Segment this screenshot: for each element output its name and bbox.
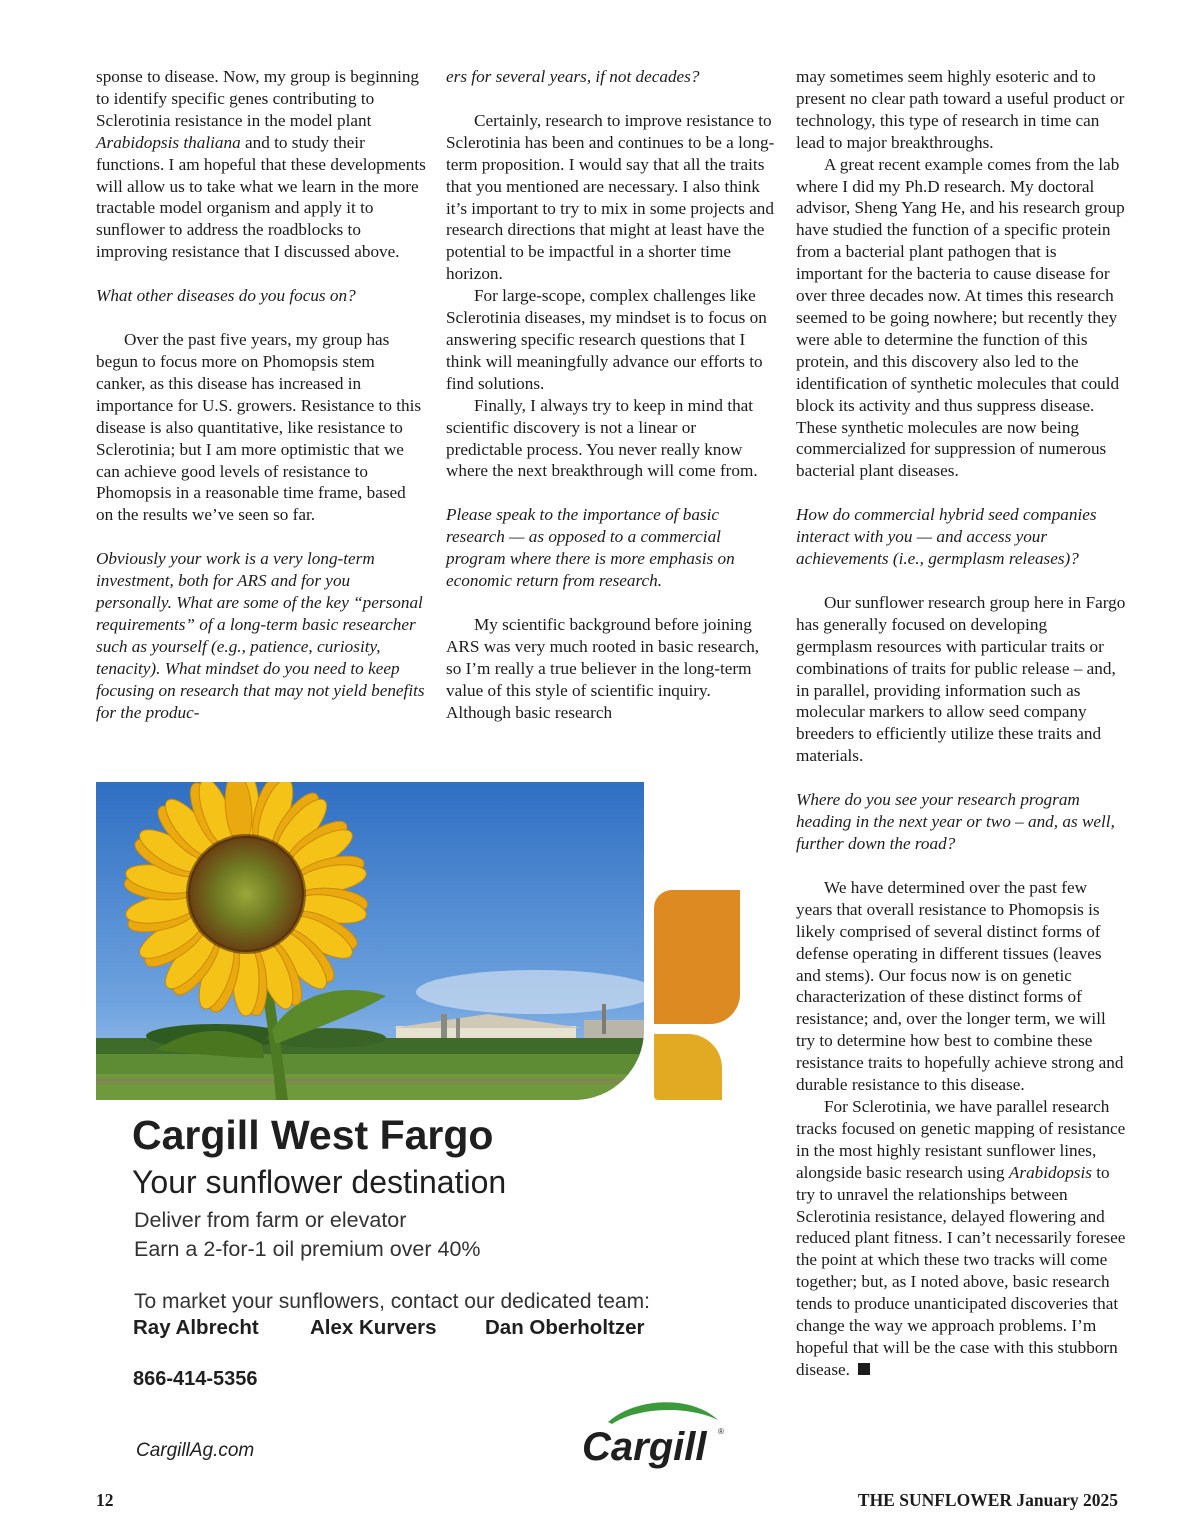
svg-text:®: ® xyxy=(718,1427,724,1436)
brand-tile-yellow xyxy=(654,1034,722,1100)
ad-title: Cargill West Fargo xyxy=(132,1112,494,1158)
cargill-logo-text: Cargill xyxy=(582,1425,707,1469)
publication-footer: THE SUNFLOWER January 2025 xyxy=(857,1490,1118,1510)
ad-contact-name: Dan Oberholtzer xyxy=(485,1316,645,1339)
ad-subtitle: Your sunflower destination xyxy=(132,1164,507,1200)
paragraph: sponse to disease. Now, my group is beginning to identify specific genes contributing to Sclerotinia resistance in the model plant Arabidopsis thaliana and to study their functions. I am hopeful that these developments will allow us to take what we learn in the more tractable model organism and apply it to sunflower to address the roadblocks to improving resistance that I discussed above. xyxy=(96,67,426,262)
paragraph: Certainly, research to improve resistance to Sclerotinia has been and continues to be a long-term proposition. I would say that all the traits that you mentioned are necessary. I also think it’s important to try to mix in some projects and research directions that might at least have the potential to be impactful in a shorter time horizon. xyxy=(446,110,775,284)
interview-question: How do commercial hybrid seed companies interact with you — and access your achievements (i.e., germplasm releases)? xyxy=(796,505,1097,569)
interview-question: Obviously your work is a very long-term investment, both for ARS and for you personally. What are some of the key “personal requirements” of a long-term basic researcher such as yourself (e.g., patience, curiosity, tenacity). What mindset do you need to keep focusing on research that may not yield benefits for the produc- xyxy=(96,549,425,722)
ad-contact-name: Alex Kurvers xyxy=(310,1316,437,1339)
interview-question: Please speak to the importance of basic research — as opposed to a commercial program where there is more emphasis on economic return from research. xyxy=(446,505,735,591)
article-column-2 xyxy=(446,66,776,723)
ad-contact-intro: To market your sunflowers, contact our dedicated team: xyxy=(134,1290,650,1313)
ad-phone-number: 866-414-5356 xyxy=(133,1368,258,1390)
cargill-advertisement xyxy=(96,782,756,1482)
ad-offer-line: Deliver from farm or elevator xyxy=(134,1208,407,1232)
ad-offer-line: Earn a 2-for-1 oil premium over 40% xyxy=(134,1237,481,1261)
article-column-3 xyxy=(796,66,1126,1381)
species-name: Arabidopsis xyxy=(1008,1162,1092,1182)
ad-contact-name: Ray Albrecht xyxy=(133,1316,259,1339)
paragraph: Our sunflower research group here in Fargo has generally focused on developing germplasm resources with particular traits or combinations of traits for public release – and, in parallel, providing information such as molecular markers to allow seed company breeders to efficiently utilize these traits and materials. xyxy=(796,592,1126,766)
cargill-logo xyxy=(578,1394,728,1470)
paragraph: We have determined over the past few years that overall resistance to Phomopsis is likely comprised of several distinct forms of defense operating in different tissues (leaves and stems). Our focus now is on genetic characterization of these distinct forms of resistance; and, over the longer term, we will try to determine how best to combine these resistance traits to hopefully achieve strong and durable resistance to this disease. xyxy=(796,877,1124,1095)
article-column-1 xyxy=(96,66,426,723)
paragraph: Finally, I always try to keep in mind that scientific discovery is not a linear or predictable process. You never really know where the next breakthrough will come from. xyxy=(446,395,758,481)
brand-tile-orange xyxy=(654,890,740,1024)
paragraph: For Sclerotinia, we have parallel research tracks focused on genetic mapping of resistance in the most highly resistant sunflower lines, alongside basic research using Arabidopsis to try to unravel the relationships between Sclerotinia resistance, delayed flowering and reduced plant fitness. I can’t necessarily foresee the point at which these two tracks will come together; but, as I noted above, basic research tends to produce unanticipated discoveries that change the way we approach problems. I’m hopeful that will be the case with this stubborn disease. xyxy=(796,1096,1126,1379)
end-of-article-mark xyxy=(858,1363,870,1375)
paragraph: may sometimes seem highly esoteric and to present no clear path toward a useful product or technology, this type of research in time can lead to major breakthroughs. xyxy=(796,67,1125,152)
page-number: 12 xyxy=(96,1490,114,1510)
interview-question: What other diseases do you focus on? xyxy=(96,286,356,306)
paragraph: For large-scope, complex challenges like Sclerotinia diseases, my mindset is to focus on answering specific research questions that I think will meaningfully advance our efforts to find solutions. xyxy=(446,286,767,393)
interview-question: ers for several years, if not decades? xyxy=(446,67,700,86)
species-name: Arabidopsis thaliana xyxy=(96,132,241,152)
paragraph: Over the past five years, my group has begun to focus more on Phomopsis stem canker, as this disease has increased in importance for U.S. growers. Resistance to this disease is also quantitative, like resistance to Sclerotinia; but I am more optimistic that we can achieve good levels of resistance to Phomopsis in a reasonable time frame, based on the results we’ve seen so far. xyxy=(96,330,422,525)
paragraph: My scientific background before joining ARS was very much rooted in basic research, so I’m really a true believer in the long-term value of this style of scientific inquiry. Although basic research xyxy=(446,614,760,722)
paragraph: A great recent example comes from the lab where I did my Ph.D research. My doctoral advisor, Sheng Yang He, and his research group have studied the function of a specific protein from a bacterial plant pathogen that is important for the bacteria to cause disease for over three decades now. At times this research seemed to be going nowhere; but recently they were able to determine the function of this protein, and this discovery also led to the identification of synthetic molecules that could block its activity and thus suppress disease. These synthetic molecules are now being commercialized for suppression of numerous bacterial plant diseases. xyxy=(796,154,1125,481)
sunflower-photo xyxy=(96,782,644,1100)
ad-website-link[interactable]: CargillAg.com xyxy=(136,1440,255,1461)
interview-question: Where do you see your research program heading in the next year or two – and, as well, further down the road? xyxy=(796,790,1115,853)
